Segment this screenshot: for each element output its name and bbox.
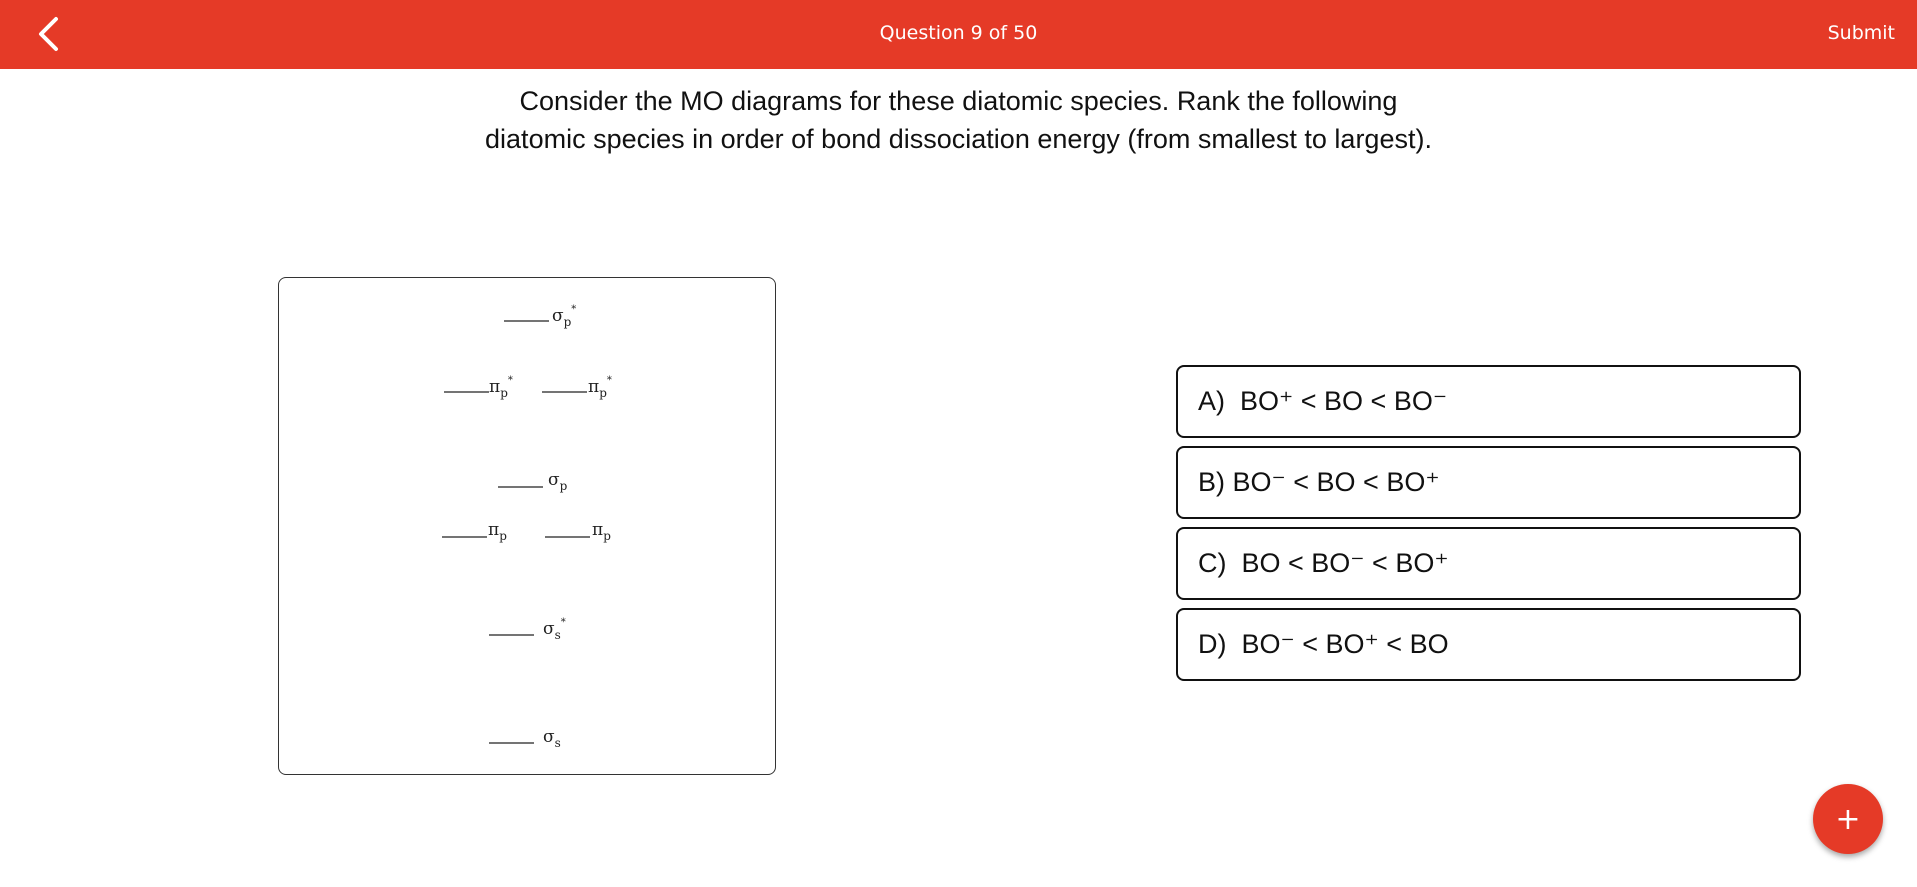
mo-level-sigma-s-star xyxy=(489,617,566,642)
mo-level-pi-p-star-left xyxy=(444,375,513,400)
mo-label-symbol: σ xyxy=(543,619,555,639)
option-letter: C) xyxy=(1198,548,1227,578)
svg-text:πp* xyxy=(489,375,513,400)
mo-label-star: * xyxy=(507,375,513,386)
svg-text:πp xyxy=(488,520,507,543)
mo-label-star: * xyxy=(560,617,566,628)
mo-level-pi-p-right xyxy=(545,520,611,543)
mo-label-sub: p xyxy=(563,315,572,329)
option-text: BO < BO⁻ < BO⁺ xyxy=(1241,548,1449,578)
submit-button[interactable]: Submit xyxy=(1827,22,1895,44)
mo-label-symbol: π xyxy=(488,520,500,540)
mo-label-symbol: π xyxy=(489,377,501,397)
option-text: BO⁺ < BO < BO⁻ xyxy=(1240,386,1448,416)
option-letter: D) xyxy=(1198,629,1227,659)
mo-label-symbol: σ xyxy=(552,306,564,326)
mo-level-pi-p-left xyxy=(442,520,507,543)
mo-diagram xyxy=(278,277,776,775)
mo-level-sigma-s xyxy=(489,727,561,750)
option-letter: B) xyxy=(1198,467,1225,497)
mo-label-symbol: π xyxy=(592,520,604,540)
svg-text:σp* xyxy=(552,304,576,329)
option-text: BO⁻ < BO < BO⁺ xyxy=(1232,467,1440,497)
mo-label-sub: s xyxy=(554,628,561,642)
top-app-bar xyxy=(0,0,1917,69)
option-c[interactable] xyxy=(1176,527,1801,600)
mo-level-sigma-p xyxy=(498,470,568,493)
answer-options xyxy=(1176,365,1801,689)
mo-label-star: * xyxy=(606,375,612,386)
mo-diagram-svg xyxy=(279,278,777,776)
svg-text:σp xyxy=(548,470,568,493)
option-b[interactable] xyxy=(1176,446,1801,519)
option-text: BO⁻ < BO⁺ < BO xyxy=(1241,629,1449,659)
add-fab-button[interactable] xyxy=(1813,784,1883,854)
svg-text:πp xyxy=(592,520,611,543)
question-counter: Question 9 of 50 xyxy=(879,22,1038,44)
option-letter: A) xyxy=(1198,386,1225,416)
mo-level-sigma-p-star xyxy=(504,304,576,329)
mo-label-sub: p xyxy=(603,529,611,543)
question-text xyxy=(0,82,1917,158)
question-line-1: Consider the MO diagrams for these diatomic species. Rank the following xyxy=(519,86,1398,116)
option-d[interactable] xyxy=(1176,608,1801,681)
option-a[interactable] xyxy=(1176,365,1801,438)
mo-label-sub: p xyxy=(599,386,607,400)
mo-label-symbol: σ xyxy=(543,727,555,747)
mo-label-sub: p xyxy=(559,479,568,493)
mo-level-pi-p-star-right xyxy=(542,375,612,400)
mo-label-star: * xyxy=(571,304,577,315)
svg-text:σs* xyxy=(543,617,566,642)
mo-label-sub: s xyxy=(554,736,561,750)
question-line-2: diatomic species in order of bond dissociation energy (from smallest to largest). xyxy=(485,124,1432,154)
svg-text:πp* xyxy=(588,375,612,400)
mo-label-symbol: π xyxy=(588,377,600,397)
mo-label-sub: p xyxy=(499,529,507,543)
mo-label-sub: p xyxy=(500,386,508,400)
svg-text:σs xyxy=(543,727,561,750)
mo-label-symbol: σ xyxy=(548,470,560,490)
plus-icon: + xyxy=(1835,801,1861,837)
